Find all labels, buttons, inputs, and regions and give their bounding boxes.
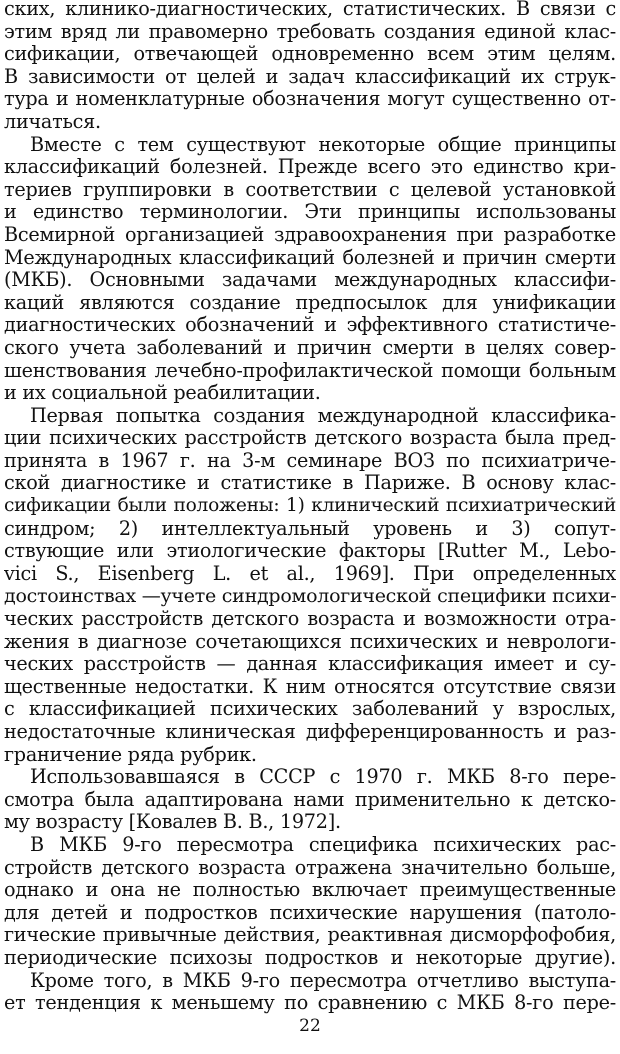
text-line: ции психических расстройств детского возраста была пред-: [4, 427, 616, 450]
text-line: ской диагностике и статистике в Париже. В основу клас-: [4, 472, 616, 495]
text-line: Использовавшаяся в СССР с 1970 г. МКБ 8-го пере-: [30, 766, 616, 789]
text-line: личаться.: [4, 110, 101, 133]
text-line: гические привычные действия, реактивная дисморфофобия,: [4, 924, 616, 947]
text-line: ских, клинико-диагностических, статистических. В связи с: [4, 0, 616, 20]
text-line: ствующие или этиологические факторы [Rutter M., Lebo-: [4, 540, 616, 563]
text-line: смотра была адаптирована нами применительно к детско-: [4, 788, 616, 811]
text-line: сификации были положены: 1) клинический психиатрический: [4, 495, 616, 517]
text-line: ского учета заболеваний и причин смерти в целях совер-: [4, 336, 616, 359]
page-number: 22: [299, 1016, 321, 1036]
text-line: му возрасту [Ковалев В. В., 1972].: [4, 811, 341, 834]
text-line: стройств детского возраста отражена значительно больше,: [4, 856, 616, 879]
text-line: ческих расстройств — данная классификация имеет и су-: [4, 653, 616, 676]
text-line: ческих расстройств детского возраста и возможности отра-: [4, 608, 616, 631]
text-line: однако и она не полностью включает преимущественные: [4, 879, 616, 902]
text-line: недостаточные клиническая дифференцированность и раз-: [4, 721, 616, 743]
text-line: и единство терминологии. Эти принципы использованы: [4, 201, 616, 224]
text-line: Международных классификаций болезней и причин смерти: [4, 246, 616, 269]
text-line: диагностических обозначений и эффективного статистиче-: [4, 314, 616, 337]
text-line: сификации, отвечающей одновременно всем этим целям.: [4, 43, 616, 66]
text-line: Первая попытка создания международной классифика-: [30, 404, 616, 427]
text-line: синдром; 2) интеллектуальный уровень и 3) сопут-: [4, 517, 616, 540]
text-line: щественные недостатки. К ним относятся отсутствие связи: [4, 675, 616, 698]
text-line: В МКБ 9-го пересмотра специфика психических рас-: [30, 833, 616, 856]
text-line: В зависимости от целей и задач классификаций их струк-: [4, 65, 616, 88]
text-line: териев группировки в соответствии с целевой установкой: [4, 178, 616, 201]
text-line: Всемирной организацией здравоохранения при разработке: [4, 223, 616, 246]
text-line: этим вряд ли правомерно требовать создания единой клас-: [4, 20, 616, 43]
text-line: принята в 1967 г. на 3-м семинаре ВОЗ по психиатриче-: [4, 449, 616, 472]
text-line: vici S., Eisenberg L. et al., 1969]. При определенных: [4, 562, 616, 585]
text-line: периодические психозы подростков и некоторые другие).: [4, 946, 616, 969]
text-line: каций являются создание предпосылок для унификации: [4, 291, 616, 314]
text-line: шенствования лечебно-профилактической помощи больным: [4, 359, 616, 382]
text-line: тура и номенклатурные обозначения могут существенно от-: [4, 88, 616, 111]
text-line: (МКБ). Основными задачами международных классифи-: [4, 269, 616, 292]
text-line: с классификацией психических заболеваний у взрослых,: [4, 698, 616, 721]
body-text: [4, 0, 616, 1015]
text-line: ет тенденция к меньшему по сравнению с МКБ 8-го пере-: [4, 992, 616, 1015]
text-line: достоинствах —учете синдромологической специфики психи-: [4, 585, 616, 608]
text-line: Вместе с тем существуют некоторые общие принципы: [30, 133, 616, 156]
text-line: для детей и подростков психические нарушения (патоло-: [4, 901, 616, 924]
text-line: граничение ряда рубрик.: [4, 743, 257, 766]
text-line: и их социальной реабилитации.: [4, 382, 321, 405]
text-line: жения в диагнозе сочетающихся психических и неврологи-: [4, 630, 616, 653]
text-line: Кроме того, в МКБ 9-го пересмотра отчетливо выступа-: [30, 969, 616, 992]
text-line: классификаций болезней. Прежде всего это единство кри-: [4, 156, 616, 179]
